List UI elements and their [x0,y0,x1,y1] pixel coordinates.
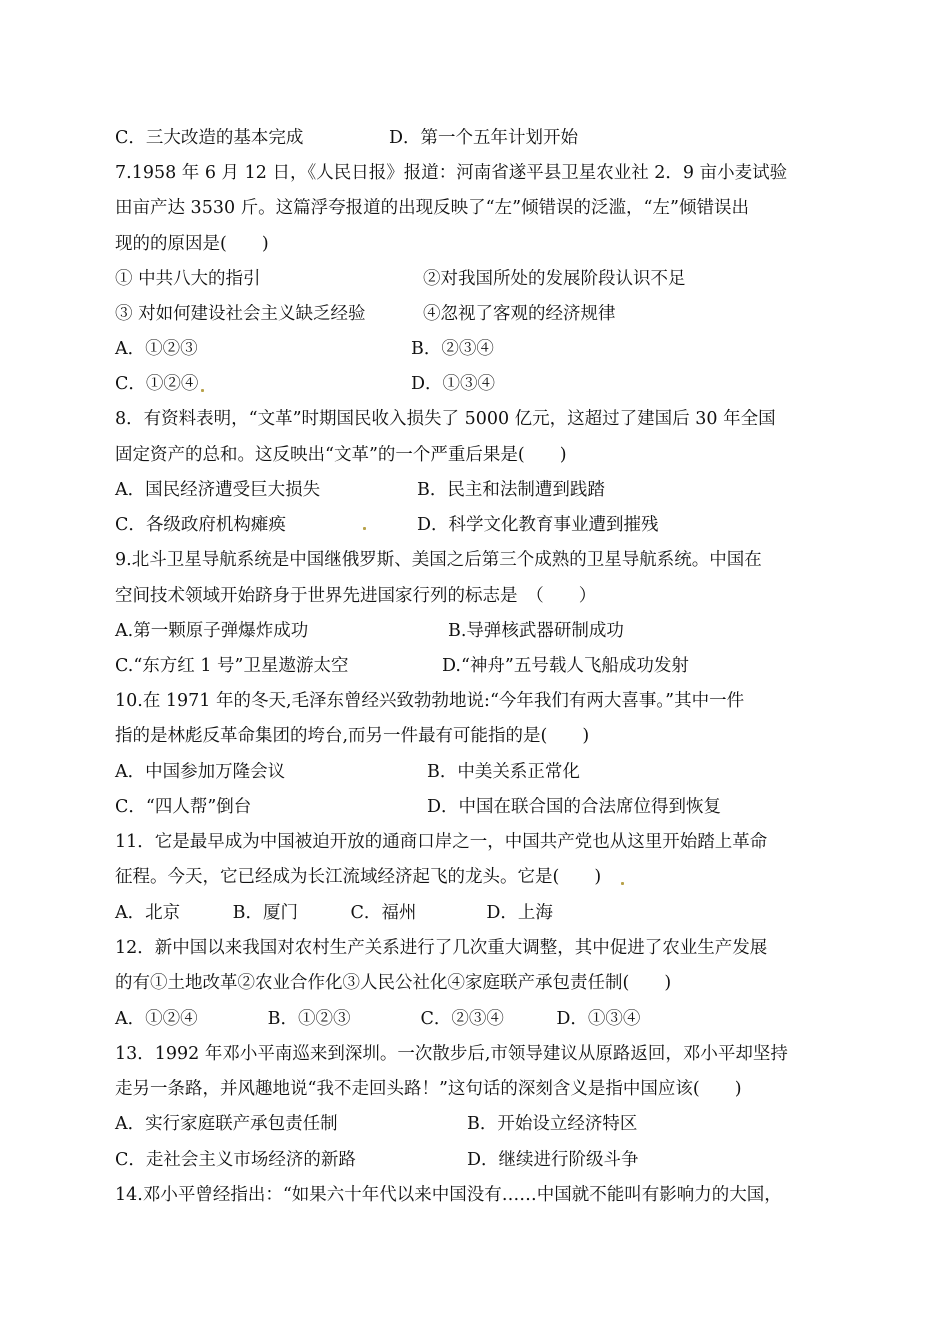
option-d: D．中国在联合国的合法席位得到恢复 [427,797,722,817]
question-8-line-2: 固定资产的总和。这反映出“文革”的一个严重后果是( ) [115,445,567,465]
option-c: C．“四人帮”倒台 [115,797,252,817]
question-11-line-1: 11．它是最早成为中国被迫开放的通商口岸之一，中国共产党也从这里开始踏上革命 [115,832,768,852]
option-line [115,761,580,783]
question-9-line-2: 空间技术领域开始跻身于世界先进国家行列的标志是 （ ） [115,586,597,606]
question-13-line-2: 走另一条路，并风趣地说“我不走回头路！”这句话的深刻含义是指中国应该( ) [115,1079,742,1099]
option-d: D．①③④ [411,374,496,394]
question-12-line-1: 12．新中国以来我国对农村生产关系进行了几次重大调整，其中促进了农业生产发展 [115,938,768,958]
option-c: C．①②④ [115,374,199,394]
option-d: D．继续进行阶级斗争 [467,1150,639,1170]
question-13-line-1: 13．1992 年邓小平南巡来到深圳。一次散步后,市领导建议从原路返回，邓小平却坚持 [115,1044,788,1064]
option-a: A．中国参加万隆会议 [115,762,286,782]
option-line [115,514,659,536]
option-c: C．走社会主义市场经济的新路 [115,1150,356,1170]
statement-2: ②对我国所处的发展阶段认识不足 [423,269,686,289]
question-8-line-1: 8．有资料表明，“文革”时期国民收入损失了 5000 亿元，这超过了建国后 30 年全国 [115,409,776,429]
question-9-line-1: 9.北斗卫星导航系统是中国继俄罗斯、美国之后第三个成熟的卫星导航系统。中国在 [115,550,762,570]
option-line [115,338,494,360]
option-line [115,655,689,677]
question-10-line-2: 指的是林彪反革命集团的垮台,而另一件最有可能指的是( ) [115,726,590,746]
option-d: D．科学文化教育事业遭到摧残 [417,515,659,535]
option-b: B．②③④ [411,339,494,359]
option-b: B．民主和法制遭到践踏 [417,480,605,500]
speck-mark [201,389,204,392]
option-d: D.“神舟”五号载人飞船成功发射 [442,656,689,676]
option-b: B.导弹核武器研制成功 [448,621,624,641]
option-c: C．三大改造的基本完成 [115,128,304,148]
option-line [115,373,496,395]
speck-mark [621,882,624,885]
option-c: C．各级政府机构瘫痪 [115,515,286,535]
question-11-line-2: 征程。今天，它已经成为长江流域经济起飞的龙头。它是( ) [115,867,602,887]
option-line [115,479,605,501]
statement-line [115,268,686,290]
option-b: B．开始设立经济特区 [467,1114,638,1134]
question-12-line-2: 的有①土地改革②农业合作化③人民公社化④家庭联产承包责任制( ) [115,973,672,993]
option-line [115,620,624,642]
question-7-line-3: 现的的原因是( ) [115,234,269,254]
question-12-options: A．①②④ B．①②③ C．②③④ D．①③④ [115,1009,641,1029]
question-14-line-1: 14.邓小平曾经指出：“如果六十年代以来中国没有……中国就不能叫有影响力的大国， [115,1185,782,1205]
option-c: C.“东方红 1 号”卫星遨游太空 [115,656,349,676]
option-line [115,1149,639,1171]
option-a: A．①②③ [115,339,198,359]
option-d: D．第一个五年计划开始 [389,128,579,148]
option-line [115,127,579,149]
option-a: A.第一颗原子弹爆炸成功 [115,621,309,641]
question-7-line-1: 7.1958 年 6 月 12 日，《人民日报》报道：河南省遂平县卫星农业社 2．9 亩小麦试验 [115,163,788,183]
statement-1: ① 中共八大的指引 [115,269,261,289]
option-line [115,1113,638,1135]
question-7-line-2: 田亩产达 3530 斤。这篇浮夸报道的出现反映了“左”倾错误的泛滥，“左”倾错误出 [115,198,749,218]
question-11-options: A．北京 B．厦门 C．福州 D．上海 [115,903,553,923]
option-a: A．国民经济遭受巨大损失 [115,480,321,500]
speck-mark [363,527,366,530]
question-10-line-1: 10.在 1971 年的冬天,毛泽东曾经兴致勃勃地说:“今年我们有两大喜事。”其中一件 [115,691,745,711]
statement-line [115,303,616,325]
option-a: A．实行家庭联产承包责任制 [115,1114,338,1134]
option-line [115,796,722,818]
statement-3: ③ 对如何建设社会主义缺乏经验 [115,304,366,324]
option-b: B．中美关系正常化 [427,762,580,782]
statement-4: ④忽视了客观的经济规律 [423,304,616,324]
